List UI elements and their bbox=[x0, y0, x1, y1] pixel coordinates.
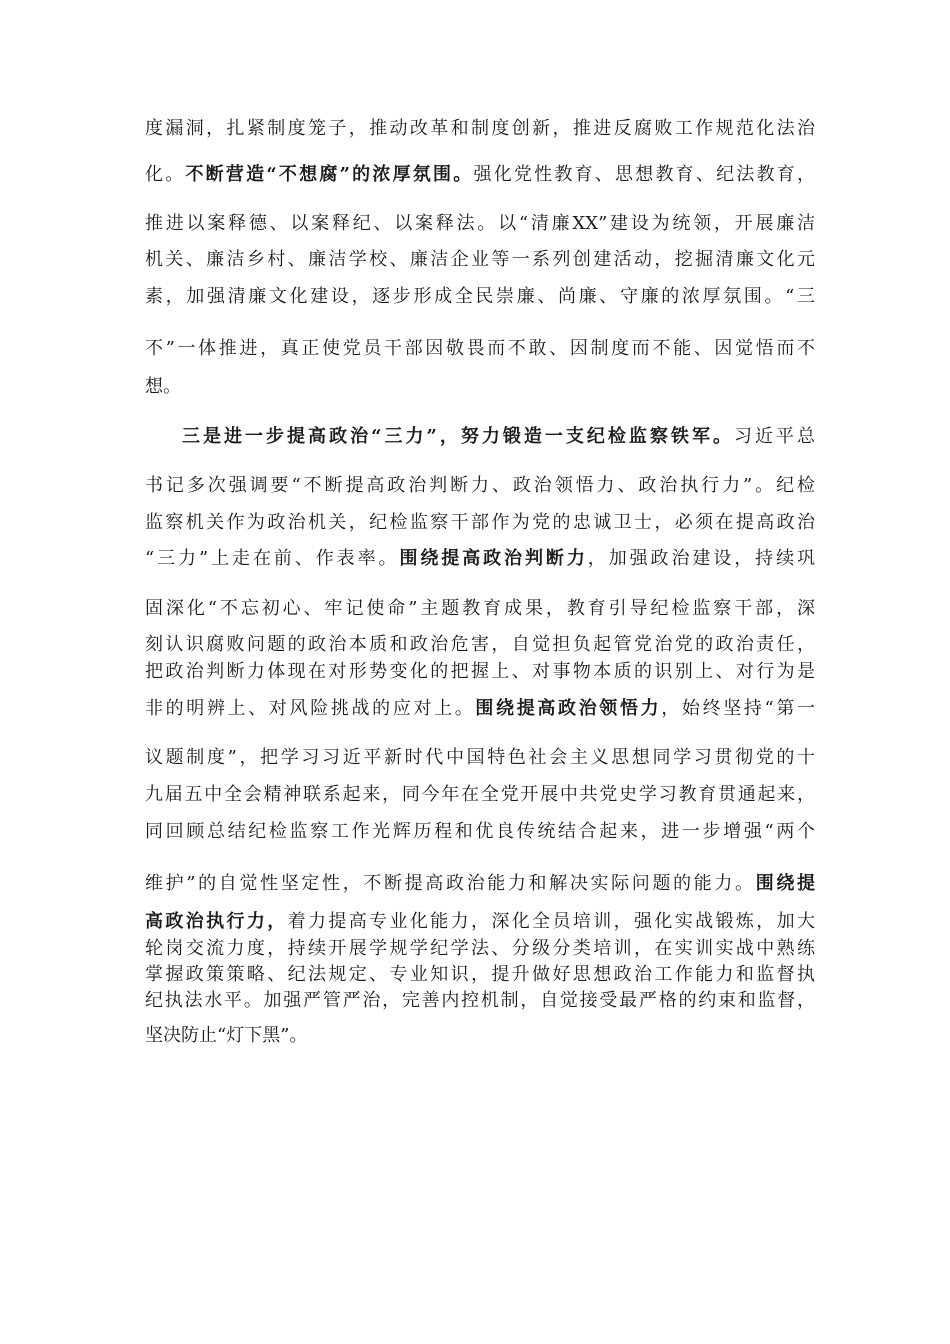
text-line bbox=[182, 425, 815, 449]
text-line bbox=[145, 212, 815, 236]
text-run: 推进以案释德、以案释纪、以案释法。以“清廉XX”建设为统领，开展廉洁 bbox=[145, 213, 815, 234]
text-run: 把政治判断力体现在对形势变化的把握上、对事物本质的识别上、对行为是 bbox=[145, 661, 815, 682]
text-line bbox=[145, 783, 815, 807]
text-line bbox=[145, 633, 815, 657]
text-line bbox=[145, 547, 815, 571]
text-line bbox=[145, 820, 815, 844]
text-run: 议题制度”，把学习习近平新时代中国特色社会主义思想同学习贯彻党的十 bbox=[145, 747, 815, 768]
text-run: 书记多次强调要“不断提高政治判断力、政治领悟力、政治执行力”。纪检 bbox=[145, 475, 815, 496]
text-line bbox=[145, 963, 815, 987]
text-line bbox=[145, 337, 815, 361]
bold-text-run: 围绕提高政治判断力 bbox=[399, 548, 588, 569]
text-run: ，加强政治建设，持续巩 bbox=[587, 548, 816, 569]
text-line bbox=[145, 117, 815, 141]
text-run: ，始终坚持“第一 bbox=[661, 698, 816, 719]
text-line bbox=[145, 511, 815, 535]
text-run: 轮岗交流力度，持续开展学规学纪学法、分级分类培训，在实训实战中熟练 bbox=[145, 938, 815, 959]
text-line bbox=[145, 937, 815, 961]
text-run: 监察机关作为政治机关，纪检监察干部作为党的忠诚卫士，必须在提高政治 bbox=[145, 512, 815, 533]
text-line bbox=[145, 989, 815, 1013]
bold-text-run: 围绕提 bbox=[755, 873, 816, 894]
text-run: 着力提高专业化能力，深化全员培训，强化实战锻炼，加大 bbox=[287, 911, 815, 932]
text-run: 机关、廉洁乡村、廉洁学校、廉洁企业等一系列创建活动，挖掘清廉文化元 bbox=[145, 249, 815, 270]
text-run: 维护”的自觉性坚定性，不断提高政治能力和解决实际问题的能力。 bbox=[145, 873, 756, 894]
text-run: 不”一体推进，真正使党员干部因敬畏而不敢、因制度而不能、因觉悟而不 bbox=[145, 338, 815, 359]
text-line bbox=[145, 872, 815, 896]
bold-text-run: 围绕提高政治领悟力 bbox=[475, 698, 662, 719]
text-run: 素，加强清廉文化建设，逐步形成全民崇廉、尚廉、守廉的浓厚氛围。“三 bbox=[145, 286, 815, 307]
text-run: 坚决防止“灯下黑”。 bbox=[145, 1025, 308, 1046]
text-run: 想。 bbox=[145, 376, 181, 397]
text-run: 掌握政策策略、纪法规定、专业知识，提升做好思想政治工作能力和监督执 bbox=[145, 964, 815, 985]
text-line bbox=[145, 660, 815, 684]
text-line bbox=[145, 746, 815, 770]
text-run: “三力”上走在前、作表率。 bbox=[145, 548, 400, 569]
text-run: 强化党性教育、思想教育、纪法教育， bbox=[473, 164, 815, 185]
text-run: 非的明辨上、对风险挑战的应对上。 bbox=[145, 698, 476, 719]
text-run: 习近平总 bbox=[733, 426, 815, 447]
text-run: 同回顾总结纪检监察工作光辉历程和优良传统结合起来，进一步增强“两个 bbox=[145, 821, 815, 842]
text-line bbox=[145, 597, 815, 621]
text-run: 刻认识腐败问题的政治本质和政治危害，自觉担负起管党治党的政治责任， bbox=[145, 634, 815, 655]
bold-text-run: 三是进一步提高政治“三力”，努力锻造一支纪检监察铁军。 bbox=[182, 426, 734, 447]
text-run: 固深化“不忘初心、牢记使命”主题教育成果，教育引导纪检监察干部，深 bbox=[145, 598, 815, 619]
text-line bbox=[145, 375, 815, 399]
text-line bbox=[145, 1024, 815, 1048]
text-line bbox=[145, 248, 815, 272]
text-run: 度漏洞，扎紧制度笼子，推动改革和制度创新，推进反腐败工作规范化法治 bbox=[145, 118, 815, 139]
text-line bbox=[145, 697, 815, 721]
text-line bbox=[145, 285, 815, 309]
text-run: 化。 bbox=[145, 164, 186, 185]
text-run: 纪执法水平。加强严管严治，完善内控机制，自觉接受最严格的约束和监督， bbox=[145, 990, 815, 1011]
text-line bbox=[145, 910, 815, 934]
bold-text-run: 高政治执行力， bbox=[145, 911, 288, 932]
bold-text-run: 不断营造“不想腐”的浓厚氛围。 bbox=[185, 164, 474, 185]
text-run: 九届五中全会精神联系起来，同今年在全党开展中共党史学习教育贯通起来， bbox=[145, 784, 815, 805]
text-line bbox=[145, 163, 815, 187]
text-line bbox=[145, 474, 815, 498]
